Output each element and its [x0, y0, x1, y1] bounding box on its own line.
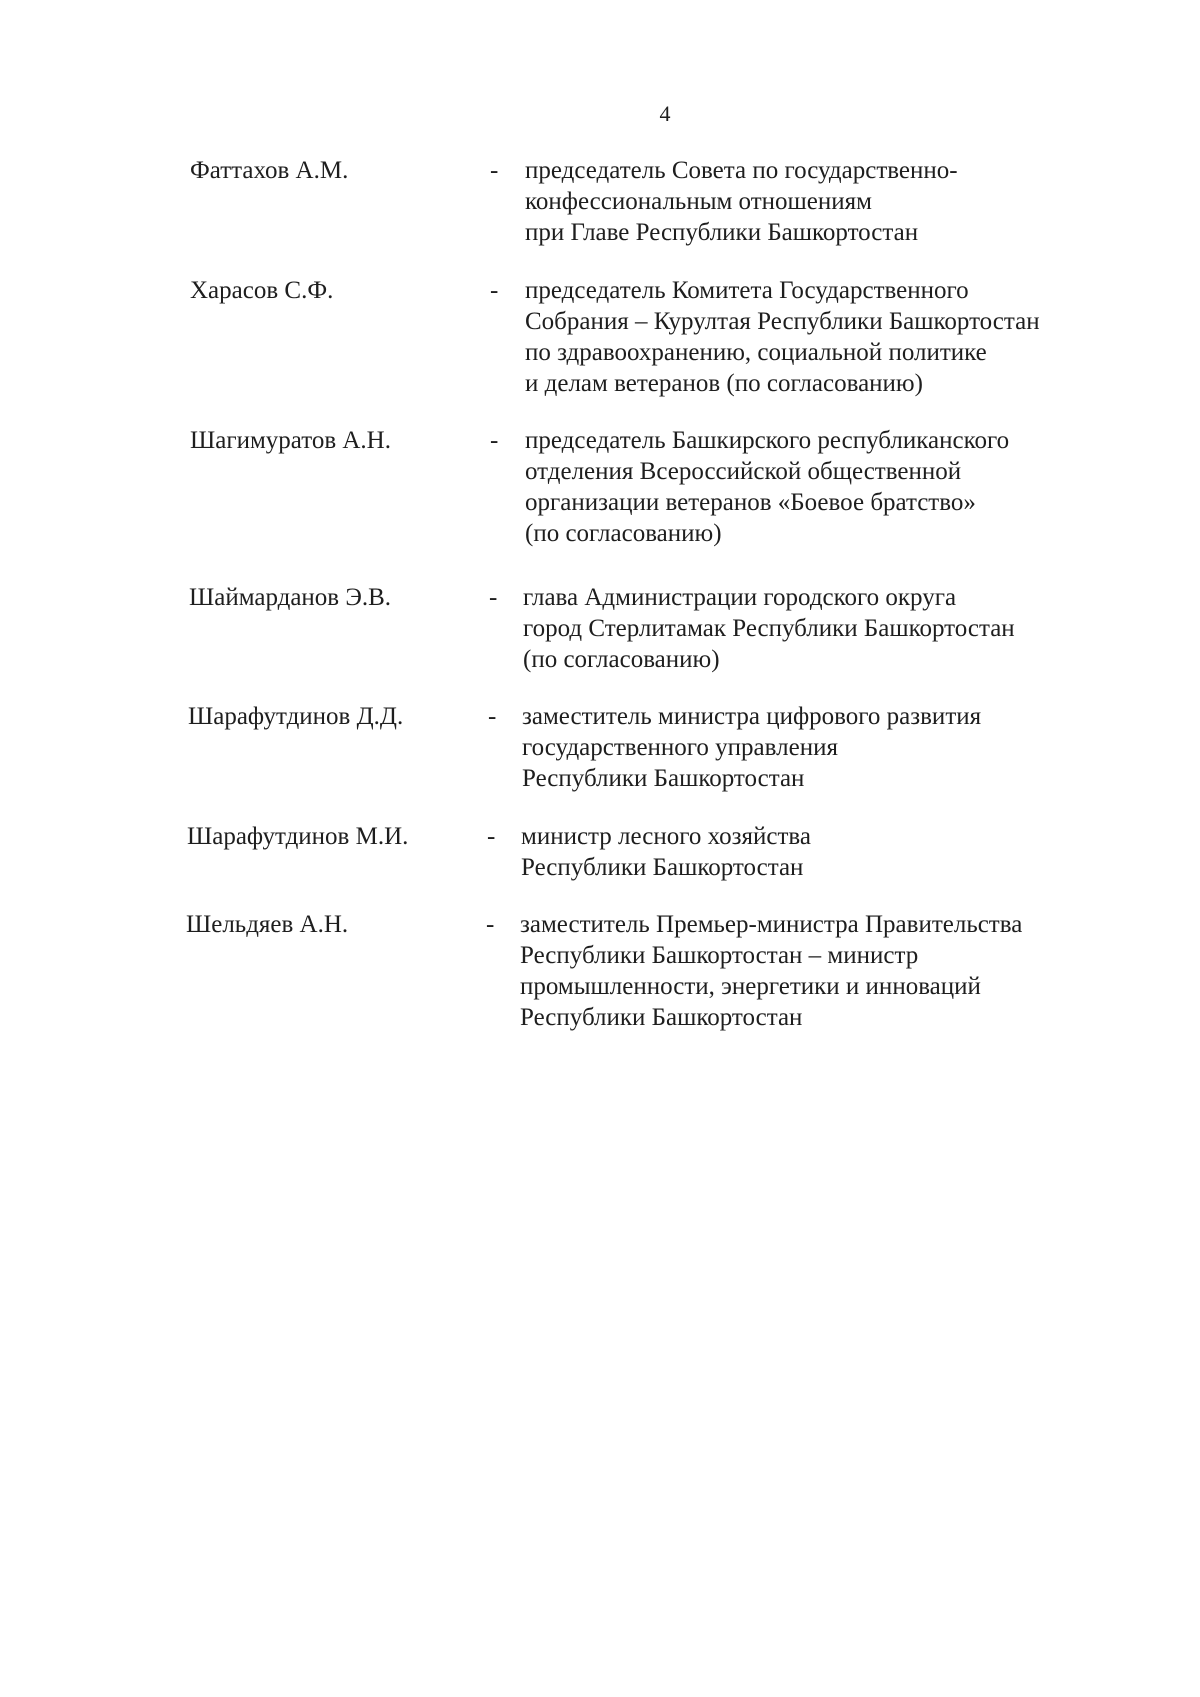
role-line: по здравоохранению, социальной политике [525, 339, 987, 366]
page-number: 4 [659, 101, 671, 126]
role-line: (по согласованию) [523, 646, 720, 673]
member-name: Шагимуратов А.Н. [190, 427, 391, 454]
role-line: город Стерлитамак Республики Башкортостан [523, 615, 1015, 642]
role-line: Собрания – Курултая Республики Башкортостан [525, 308, 1040, 335]
member-role [525, 155, 1125, 248]
member-dash: - [490, 157, 499, 184]
role-line: при Главе Республики Башкортостан [525, 219, 919, 246]
member-name: Фаттахов А.М. [190, 157, 349, 184]
role-line: конфессиональным отношениям [525, 188, 872, 215]
role-line: председатель Совета по государственно- [525, 157, 958, 184]
role-line: организации ветеранов «Боевое братство» [525, 489, 976, 516]
member-role [520, 909, 1120, 1033]
role-line: Республики Башкортостан [520, 1004, 803, 1031]
role-line: Республики Башкортостан [522, 765, 805, 792]
role-line: председатель Башкирского республиканского [525, 427, 1010, 454]
role-line: заместитель министра цифрового развития [522, 703, 982, 730]
role-line: отделения Всероссийской общественной [525, 458, 962, 485]
role-line: глава Администрации городского округа [523, 584, 957, 611]
member-dash: - [488, 703, 497, 730]
member-dash: - [490, 277, 499, 304]
member-name: Шарафутдинов Д.Д. [188, 703, 404, 730]
member-name: Шаймарданов Э.В. [189, 584, 392, 611]
member-name: Шарафутдинов М.И. [187, 823, 409, 850]
member-role [521, 821, 1121, 883]
role-line: и делам ветеранов (по согласованию) [525, 370, 923, 397]
member-name: Харасов С.Ф. [190, 277, 334, 304]
role-line: министр лесного хозяйства [521, 823, 811, 850]
member-role [523, 582, 1123, 675]
member-role [525, 425, 1125, 549]
role-line: заместитель Премьер-министра Правительства [520, 911, 1023, 938]
member-dash: - [489, 584, 498, 611]
role-line: Республики Башкортостан – министр [520, 942, 919, 969]
role-line: (по согласованию) [525, 520, 722, 547]
member-dash: - [486, 911, 495, 938]
member-role [522, 701, 1122, 794]
member-dash: - [490, 427, 499, 454]
role-line: промышленности, энергетики и инноваций [520, 973, 981, 1000]
role-line: председатель Комитета Государственного [525, 277, 969, 304]
member-role [525, 275, 1125, 399]
role-line: государственного управления [522, 734, 838, 761]
member-dash: - [487, 823, 496, 850]
member-name: Шельдяев А.Н. [186, 911, 349, 938]
role-line: Республики Башкортостан [521, 854, 804, 881]
